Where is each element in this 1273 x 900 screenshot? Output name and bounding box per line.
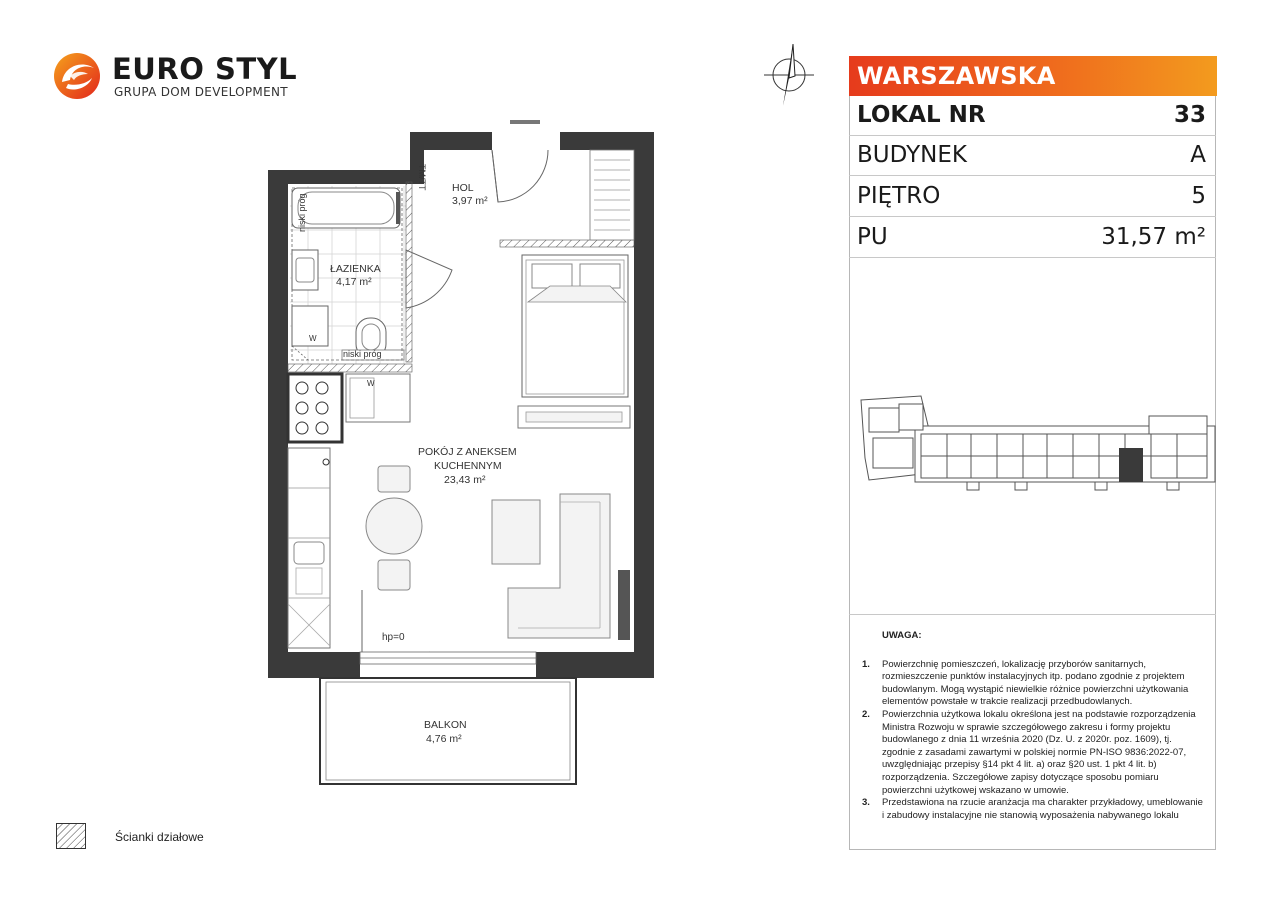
row-label: BUDYNEK (857, 142, 967, 168)
brand-name: EURO STYL (112, 52, 298, 86)
row-budynek (849, 136, 1216, 176)
room-pokoj-area: 23,43 m² (444, 474, 486, 486)
row-lokal-nr (849, 96, 1216, 136)
row-value: A (1190, 142, 1206, 168)
note-text: Powierzchnia użytkowa lokalu określona jest na podstawie rozporządzenia Ministra Rozwoju w sprawie szczegółowego zakresu i formy projektu budowlanego z dnia 11 września 2020 (Dz. U. z 2020r. poz. 1609), tj. zgodnie z zasadami zawartymi w polskiej normie PN-ISO 9836:2022-07, uwzględniając przepisy §14 pkt 4 lit. a) oraz §20 ust. 1 pkt 4 lit. b) rozporządzenia. Szczegółowe zapisy dotyczące sposobu pomiaru powierzchni użytkowej wskazano w umowie. (882, 708, 1196, 796)
note-text: Przedstawiona na rzucie aranżacja ma charakter przykładowy, umeblowanie i zabudowy instalacyjne nie stanowią wyposażenia nabywanego lokalu (882, 797, 1203, 821)
water-mark-2: W (367, 379, 375, 388)
row-label: PIĘTRO (857, 183, 941, 209)
row-pietro (849, 177, 1216, 217)
room-pokoj-name-1: POKÓJ Z ANEKSEM (418, 446, 517, 458)
row-label: LOKAL NR (857, 102, 986, 128)
key-plan-drawing (849, 258, 1216, 615)
row-value: 33 (1173, 102, 1206, 128)
note-number: 1. (862, 658, 870, 670)
tmtt-label: TM/TT (417, 164, 427, 191)
row-value: 5 (1191, 183, 1206, 209)
notes-section (862, 630, 1207, 822)
note-item (862, 659, 1207, 709)
note-number: 3. (862, 797, 870, 809)
investment-name: WARSZAWSKA (857, 62, 1056, 90)
note-number: 2. (862, 708, 870, 720)
north-arrow-icon (760, 42, 818, 108)
legend-label: Ścianki działowe (115, 830, 204, 844)
building-key-plan (849, 258, 1216, 615)
room-pokoj-name-2: KUCHENNYM (434, 460, 502, 472)
room-hol-area: 3,97 m² (452, 195, 488, 207)
euro-styl-logo-icon (52, 52, 102, 100)
panel-header (849, 56, 1217, 96)
threshold-label: hp=0 (382, 632, 405, 643)
niski-prog-label-2: niski próg (343, 349, 382, 359)
hatch-legend-icon (56, 823, 86, 849)
room-balkon-name: BALKON (424, 719, 467, 731)
brand-subtitle: GRUPA DOM DEVELOPMENT (114, 85, 288, 99)
niski-prog-label-1: niski próg (297, 193, 307, 232)
water-mark-1: W (309, 334, 317, 343)
note-item (862, 797, 1207, 822)
room-balkon-area: 4,76 m² (426, 733, 462, 745)
notes-title: UWAGA: (882, 630, 922, 641)
highlighted-unit (1119, 448, 1143, 482)
row-value: 31,57 m² (1101, 224, 1206, 250)
note-text: Powierzchnię pomieszczeń, lokalizację przyborów sanitarnych, rozmieszczenie punktów instalacyjnych itp. podano zgodnie z projektem budowlanym. Mogą wystąpić niewielkie różnice powierzchni użytkowania elementów powstałe w trakcie realizacji przedbudowlanych. (882, 658, 1189, 708)
room-lazienka-area: 4,17 m² (336, 276, 372, 288)
row-pu (849, 218, 1216, 258)
row-label: PU (857, 224, 888, 250)
room-lazienka-name: ŁAZIENKA (330, 263, 381, 275)
note-item (862, 709, 1207, 797)
room-hol-name: HOL (452, 182, 474, 194)
